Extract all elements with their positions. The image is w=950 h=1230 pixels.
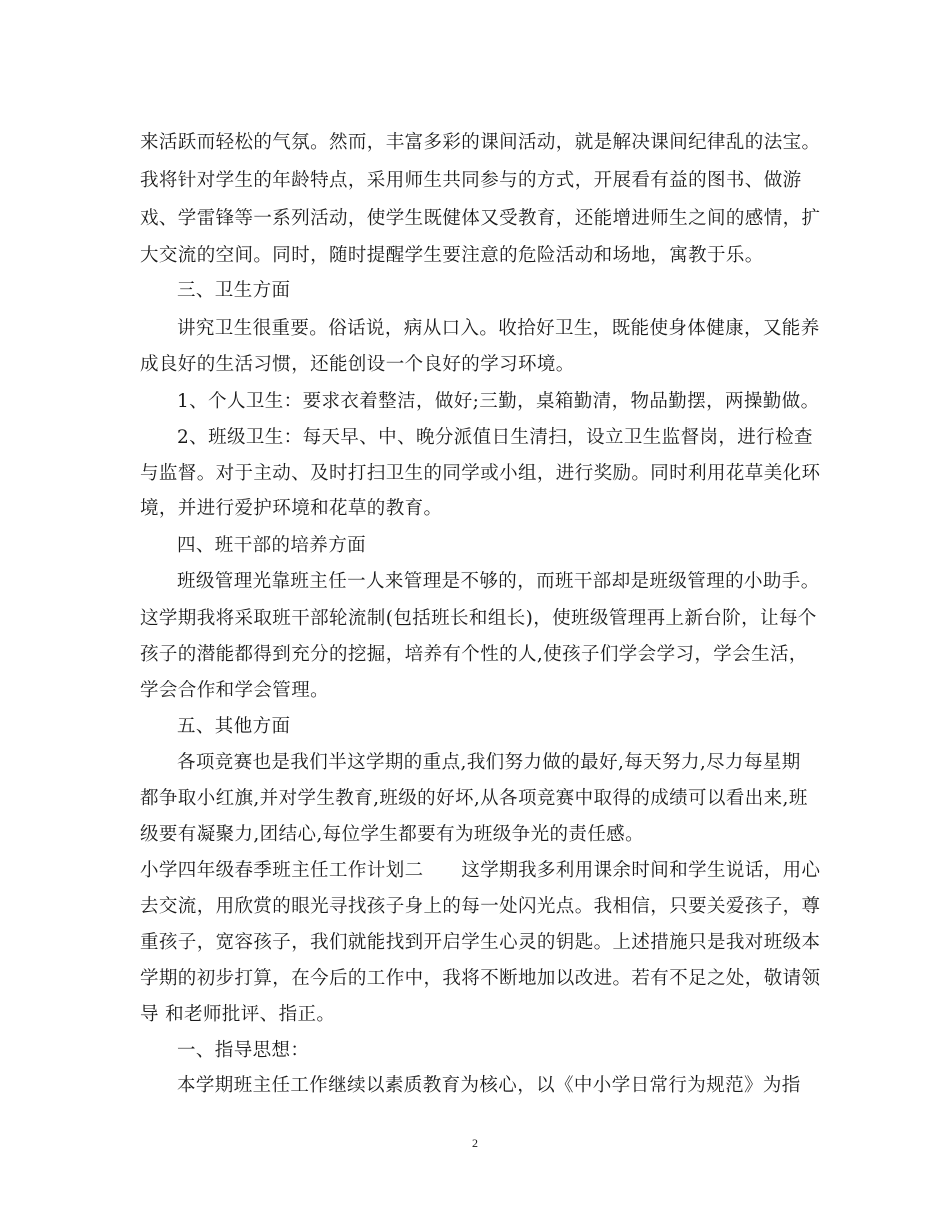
text-line: 2、班级卫生：每天早、中、晚分派值日生清扫，设立卫生监督岗，进行检查 xyxy=(177,427,813,448)
text-line: 都争取小红旗,并对学生教育,班级的好坏,从各项竞赛中取得的成绩可以看出来,班 xyxy=(140,788,808,809)
text-line: 孩子的潜能都得到充分的挖掘，培养有个性的人,使孩子们学会学习，学会生活， xyxy=(140,644,808,665)
section-heading: 五、其他方面 xyxy=(177,716,291,737)
text-line: 我将针对学生的年龄特点，采用师生共同参与的方式，开展看有益的图书、做游 xyxy=(140,170,802,191)
text-line: 1、个人卫生：要求衣着整洁，做好;三勤，桌箱勤清，物品勤摆，两操勤做。 xyxy=(177,391,820,412)
text-line: 学期的初步打算，在今后的工作中，我将不断地加以改进。若有不足之处，敬请领 xyxy=(140,968,821,989)
text-line: 这学期我将采取班干部轮流制(包括班长和组长)，使班级管理再上新台阶，让每个 xyxy=(140,608,817,629)
text-line: 讲究卫生很重要。俗话说，病从口入。收拾好卫生，既能使身体健康，又能养 xyxy=(177,318,820,339)
section-heading: 四、班干部的培养方面 xyxy=(177,535,367,556)
page-number: 2 xyxy=(472,1136,478,1150)
text-line: 去交流，用欣赏的眼光寻找孩子身上的每一处闪光点。我相信，只要关爱孩子，尊 xyxy=(140,896,821,917)
text-line: 境，并进行爱护环境和花草的教育。 xyxy=(140,498,443,519)
text-line: 班级管理光靠班主任一人来管理是不够的，而班干部却是班级管理的小助手。 xyxy=(177,571,820,592)
text-line: 与监督。对于主动、及时打扫卫生的同学或小组，进行奖励。同时利用花草美化环 xyxy=(140,463,821,484)
text-line: 学会合作和学会管理。 xyxy=(140,680,330,701)
text-line: 重孩子，宽容孩子，我们就能找到开启学生心灵的钥匙。上述措施只是我对班级本 xyxy=(140,932,821,953)
text-line: 本学期班主任工作继续以素质教育为核心，以《中小学日常行为规范》为指 xyxy=(177,1075,801,1096)
text-line: 戏、学雷锋等一系列活动，使学生既健体又受教育，还能增进师生之间的感情，扩 xyxy=(140,208,821,229)
section-heading: 三、卫生方面 xyxy=(177,280,291,301)
text-line: 各项竞赛也是我们半这学期的重点,我们努力做的最好,每天努力,尽力每星期 xyxy=(177,752,801,773)
section-heading: 一、指导思想： xyxy=(177,1040,310,1061)
text-line: 导 和老师批评、指正。 xyxy=(140,1004,336,1025)
text-line: 来活跃而轻松的气氛。然而，丰富多彩的课间活动，就是解决课间纪律乱的法宝。 xyxy=(140,132,821,153)
text-line: 大交流的空间。同时，随时提醒学生要注意的危险活动和场地，寓教于乐。 xyxy=(140,245,764,266)
text-line: 小学四年级春季班主任工作计划二 这学期我多利用课余时间和学生说话，用心 xyxy=(140,860,821,881)
text-line: 成良好的生活习惯，还能创设一个良好的学习环境。 xyxy=(140,354,575,375)
text-line: 级要有凝聚力,团结心,每位学生都要有为班级争光的责任感。 xyxy=(140,824,644,845)
